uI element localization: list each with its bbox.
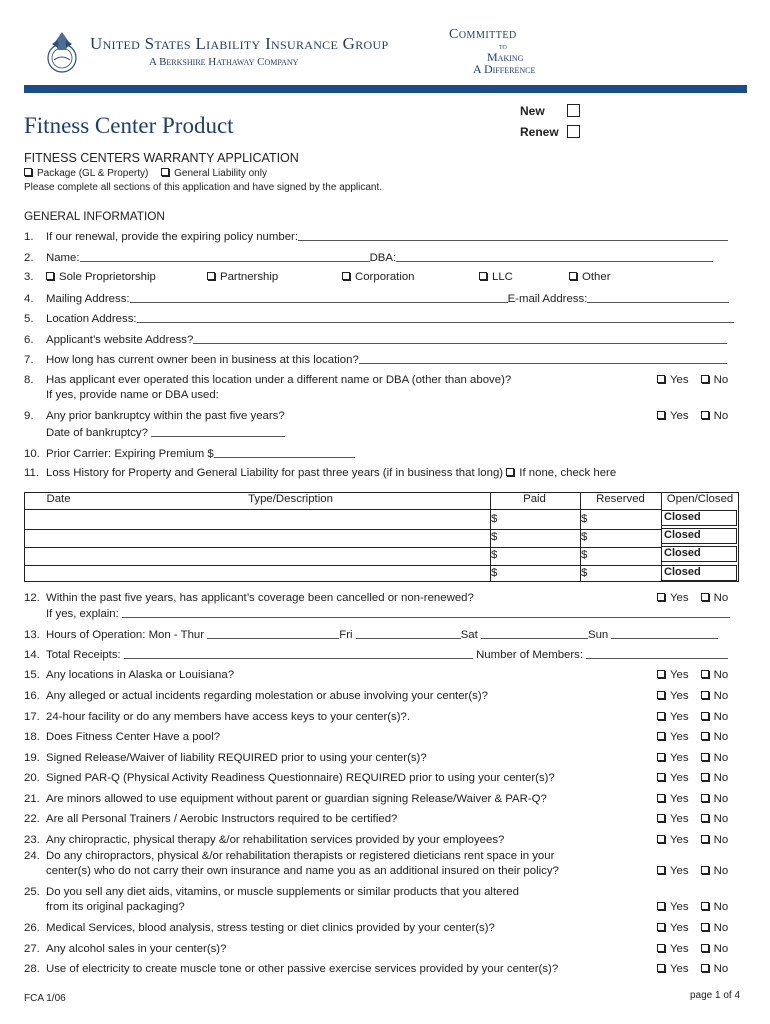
- no-label: No: [713, 752, 729, 764]
- yes-checkbox[interactable]: [657, 902, 665, 910]
- question-9: [24, 410, 285, 422]
- question-number: 18.: [24, 731, 40, 743]
- entity-label: Corporation: [355, 271, 415, 283]
- explain-label: If yes, explain:: [46, 608, 119, 620]
- yes-checkbox[interactable]: [657, 835, 665, 843]
- yes-label: Yes: [670, 793, 689, 805]
- new-label: New: [520, 104, 545, 118]
- row-divider: [25, 547, 661, 548]
- email-label: E-mail Address:: [507, 293, 588, 305]
- question-3: [24, 271, 724, 283]
- no-checkbox[interactable]: [701, 773, 709, 781]
- yes-label: Yes: [670, 752, 689, 764]
- yes-no-28: [657, 963, 728, 975]
- question-text: Any prior bankruptcy within the past five years?: [46, 410, 285, 422]
- question-number: 17.: [24, 711, 40, 723]
- no-checkbox[interactable]: [701, 964, 709, 972]
- members-label: Number of Members:: [476, 649, 584, 661]
- question-13: [24, 628, 718, 641]
- yes-checkbox[interactable]: [657, 753, 665, 761]
- reserved-dollar: $: [581, 567, 588, 579]
- no-label: No: [713, 711, 729, 723]
- question-1: [24, 230, 728, 243]
- location-address-field[interactable]: [137, 312, 734, 323]
- no-checkbox[interactable]: [701, 753, 709, 761]
- question-text: Are all Personal Trainers / Aerobic Instructors required to be certified?: [46, 813, 398, 825]
- application-title: FITNESS CENTERS WARRANTY APPLICATION: [24, 151, 299, 165]
- policy-number-field[interactable]: [298, 230, 728, 241]
- question-text: Any alleged or actual incidents regarding molestation or abuse involving your center(s)?: [46, 690, 488, 702]
- yes-checkbox[interactable]: [657, 691, 665, 699]
- entity-label: Partnership: [220, 271, 279, 283]
- question-text: Any locations in Alaska or Louisiana?: [46, 669, 235, 681]
- question-number: 9.: [24, 410, 34, 422]
- yes-checkbox[interactable]: [657, 375, 665, 383]
- question-number: 23.: [24, 834, 40, 846]
- question-7: [24, 353, 727, 366]
- yes-label: Yes: [670, 834, 689, 846]
- question-text: If our renewal, provide the expiring policy number:: [46, 231, 298, 243]
- question-number: 19.: [24, 752, 40, 764]
- col-header-date: Date: [25, 493, 92, 510]
- question-20: [24, 772, 555, 784]
- header-divider-bar: [24, 85, 747, 93]
- reserved-dollar: $: [581, 531, 588, 543]
- no-label: No: [713, 793, 729, 805]
- no-label: No: [713, 943, 729, 955]
- sole-proprietorship-checkbox[interactable]: [46, 272, 54, 280]
- question-number: 28.: [24, 963, 40, 975]
- yes-no-20: [657, 772, 728, 784]
- yes-label: Yes: [670, 410, 689, 422]
- question-5: [24, 312, 734, 325]
- yes-label: Yes: [670, 731, 689, 743]
- question-2: [24, 251, 713, 264]
- yes-checkbox[interactable]: [657, 814, 665, 822]
- bankruptcy-date-label: Date of bankruptcy?: [46, 427, 148, 439]
- yes-checkbox[interactable]: [657, 923, 665, 931]
- fri-label: Fri: [339, 629, 353, 641]
- yes-no-21: [657, 793, 728, 805]
- question-number: 14.: [24, 649, 40, 661]
- explain-field[interactable]: [122, 607, 730, 618]
- yes-label: Yes: [670, 711, 689, 723]
- name-field[interactable]: [80, 251, 370, 262]
- question-21: [24, 793, 547, 805]
- corporation-checkbox[interactable]: [342, 272, 350, 280]
- question-8-followup: If yes, provide name or DBA used:: [46, 389, 219, 401]
- website-field[interactable]: [193, 333, 727, 344]
- partnership-checkbox[interactable]: [207, 272, 215, 280]
- section-heading: GENERAL INFORMATION: [24, 209, 165, 223]
- yes-label: Yes: [670, 901, 689, 913]
- none-label: If none, check here: [519, 467, 617, 479]
- yes-checkbox[interactable]: [657, 712, 665, 720]
- premium-field[interactable]: [214, 447, 355, 458]
- no-checkbox[interactable]: [701, 814, 709, 822]
- yes-no-9: [657, 410, 728, 422]
- tagline-line-2: to: [499, 41, 507, 51]
- question-text: How long has current owner been in business at this location?: [46, 354, 359, 366]
- yes-label: Yes: [670, 922, 689, 934]
- yes-checkbox[interactable]: [657, 732, 665, 740]
- question-26: [24, 922, 495, 934]
- yes-label: Yes: [670, 669, 689, 681]
- question-4: [24, 292, 729, 305]
- question-number: 25.: [24, 886, 40, 898]
- question-number: 5.: [24, 313, 34, 325]
- sat-label: Sat: [460, 629, 478, 641]
- yes-no-26: [657, 922, 728, 934]
- yes-label: Yes: [670, 374, 689, 386]
- yes-label: Yes: [670, 772, 689, 784]
- question-number: 16.: [24, 690, 40, 702]
- yes-label: Yes: [670, 943, 689, 955]
- no-checkbox[interactable]: [701, 944, 709, 952]
- question-text: Loss History for Property and General Liability for past three years (if in business that long): [46, 467, 504, 479]
- no-checkbox[interactable]: [701, 670, 709, 678]
- mon-thur-field[interactable]: [207, 628, 339, 639]
- gl-only-label: General Liability only: [174, 168, 267, 179]
- yes-no-25: [657, 901, 728, 913]
- question-9-followup: [46, 426, 285, 439]
- no-label: No: [713, 592, 729, 604]
- no-checkbox[interactable]: [701, 691, 709, 699]
- members-field[interactable]: [586, 648, 728, 659]
- question-17: [24, 711, 410, 723]
- question-number: 3.: [24, 271, 34, 283]
- tagline-line-1: Committed: [449, 27, 517, 42]
- question-text: Has applicant ever operated this location under a different name or DBA (other than above)?: [46, 374, 512, 386]
- question-24: [24, 850, 554, 862]
- question-12-followup: [46, 607, 730, 620]
- question-number: 27.: [24, 943, 40, 955]
- question-text: 24-hour facility or do any members have access keys to your center(s)?.: [46, 711, 411, 723]
- col-header-paid: Paid: [489, 493, 580, 510]
- entity-label: Other: [582, 271, 611, 283]
- entity-label: Sole Proprietorship: [59, 271, 156, 283]
- no-checkbox[interactable]: [701, 866, 709, 874]
- no-checkbox[interactable]: [701, 411, 709, 419]
- yes-checkbox[interactable]: [657, 964, 665, 972]
- question-number: 21.: [24, 793, 40, 805]
- receipts-field[interactable]: [124, 648, 473, 659]
- package-label: Package (GL & Property): [37, 168, 149, 179]
- yes-no-27: [657, 943, 728, 955]
- reserved-dollar: $: [581, 549, 588, 561]
- yes-label: Yes: [670, 592, 689, 604]
- entity-label: LLC: [492, 271, 513, 283]
- receipts-label: Total Receipts:: [46, 649, 121, 661]
- question-10: [24, 447, 355, 460]
- no-checkbox[interactable]: [701, 712, 709, 720]
- question-19: [24, 752, 427, 764]
- no-label: No: [713, 669, 729, 681]
- question-23: [24, 834, 504, 846]
- no-label: No: [713, 834, 729, 846]
- question-25-continued: from its original packaging?: [46, 901, 185, 913]
- paid-dollar: $: [491, 567, 498, 579]
- yes-no-19: [657, 752, 728, 764]
- paid-dollar: $: [491, 549, 498, 561]
- yes-checkbox[interactable]: [657, 593, 665, 601]
- question-24-continued: center(s) who do not carry their own insurance and name you as an additional insured on their policy?: [46, 865, 559, 877]
- question-number: 4.: [24, 293, 34, 305]
- no-label: No: [713, 690, 729, 702]
- hours-label: Hours of Operation: Mon - Thur: [46, 629, 205, 641]
- email-field[interactable]: [587, 292, 729, 303]
- status-select[interactable]: Closed: [661, 510, 737, 526]
- question-25: [24, 886, 519, 898]
- yes-checkbox[interactable]: [657, 794, 665, 802]
- yes-label: Yes: [670, 690, 689, 702]
- page-title: Fitness Center Product: [24, 113, 234, 138]
- question-number: 2.: [24, 252, 34, 264]
- yes-no-22: [657, 813, 728, 825]
- no-checkbox[interactable]: [701, 593, 709, 601]
- sat-field[interactable]: [481, 628, 588, 639]
- yes-checkbox[interactable]: [657, 944, 665, 952]
- yes-no-15: [657, 669, 728, 681]
- other-checkbox[interactable]: [569, 272, 577, 280]
- question-text: Are minors allowed to use equipment without parent or guardian signing Release/Waiver & PAR-Q?: [46, 793, 547, 805]
- question-22: [24, 813, 397, 825]
- row-divider: [25, 565, 661, 566]
- question-18: [24, 731, 220, 743]
- question-text: Medical Services, blood analysis, stress testing or diet clinics provided by your center(s)?: [46, 922, 495, 934]
- question-number: 26.: [24, 922, 40, 934]
- yes-checkbox[interactable]: [657, 670, 665, 678]
- no-label: No: [713, 374, 729, 386]
- tagline-line-4: A Difference: [473, 62, 536, 76]
- no-label: No: [713, 901, 729, 913]
- renew-checkbox[interactable]: [567, 125, 580, 138]
- yes-label: Yes: [670, 963, 689, 975]
- question-number: 22.: [24, 813, 40, 825]
- yes-no-18: [657, 731, 728, 743]
- question-14: [24, 648, 728, 661]
- new-checkbox[interactable]: [567, 104, 580, 117]
- question-number: 6.: [24, 334, 34, 346]
- no-label: No: [713, 922, 729, 934]
- yes-checkbox[interactable]: [657, 773, 665, 781]
- no-label: No: [713, 410, 729, 422]
- no-checkbox[interactable]: [701, 923, 709, 931]
- dba-field[interactable]: [396, 251, 713, 262]
- question-number: 10.: [24, 448, 40, 460]
- question-text: Location Address:: [46, 313, 137, 325]
- yes-no-24: [657, 865, 728, 877]
- coverage-options: [24, 168, 267, 179]
- question-text: Any alcohol sales in your center(s)?: [46, 943, 227, 955]
- no-checkbox[interactable]: [701, 732, 709, 740]
- question-16: [24, 690, 488, 702]
- yes-checkbox[interactable]: [657, 866, 665, 874]
- mailing-address-field[interactable]: [130, 292, 508, 303]
- no-checkbox[interactable]: [701, 835, 709, 843]
- fri-field[interactable]: [356, 628, 461, 639]
- status-select[interactable]: Closed: [661, 528, 737, 544]
- tagline-logo: [449, 28, 535, 75]
- instructions-text: Please complete all sections of this application and have signed by the applicant.: [24, 182, 383, 193]
- question-8: [24, 374, 511, 386]
- none-checkbox[interactable]: [506, 468, 514, 476]
- question-number: 13.: [24, 629, 40, 641]
- no-checkbox[interactable]: [701, 902, 709, 910]
- question-text: Prior Carrier: Expiring Premium $: [46, 448, 214, 460]
- col-header-status: Open/Closed: [666, 493, 734, 505]
- question-number: 8.: [24, 374, 34, 386]
- yes-label: Yes: [670, 813, 689, 825]
- page-number: page 1 of 4: [690, 990, 741, 1001]
- status-select[interactable]: Closed: [661, 565, 737, 581]
- question-27: [24, 943, 226, 955]
- question-28: [24, 963, 558, 975]
- company-name: [90, 34, 388, 54]
- paid-dollar: $: [491, 513, 498, 525]
- tagline-line-3: Making: [487, 50, 524, 64]
- question-text: Use of electricity to create muscle tone or other passive exercise services provided by your center(s)?: [46, 963, 559, 975]
- renew-label: Renew: [520, 125, 559, 139]
- question-6: [24, 333, 727, 346]
- col-header-type: Type/Description: [92, 493, 489, 510]
- question-number: 1.: [24, 231, 34, 243]
- question-15: [24, 669, 234, 681]
- yes-no-17: [657, 711, 728, 723]
- years-in-business-field[interactable]: [359, 353, 727, 364]
- company-seal-logo: [46, 28, 78, 74]
- company-name-text: United States Liability Insurance Group: [90, 34, 389, 53]
- no-label: No: [713, 963, 729, 975]
- yes-no-16: [657, 690, 728, 702]
- no-label: No: [713, 772, 729, 784]
- question-text: Signed PAR-Q (Physical Activity Readiness Questionnaire) REQUIRED prior to using your center(s)?: [46, 772, 555, 784]
- loss-history-table: [24, 492, 739, 582]
- name-label: Name:: [46, 252, 80, 264]
- row-divider: [25, 529, 661, 530]
- no-checkbox[interactable]: [701, 794, 709, 802]
- paid-dollar: $: [491, 531, 498, 543]
- question-number: 12.: [24, 592, 40, 604]
- question-text: Applicant’s website Address?: [46, 334, 194, 346]
- question-text: Signed Release/Waiver of liability REQUIRED prior to using your center(s)?: [46, 752, 427, 764]
- yes-no-8: [657, 374, 728, 386]
- question-number: 15.: [24, 669, 40, 681]
- reserved-dollar: $: [581, 513, 588, 525]
- dba-label: DBA:: [369, 252, 397, 264]
- yes-no-23: [657, 834, 728, 846]
- yes-no-12: [657, 592, 728, 604]
- no-label: No: [713, 865, 729, 877]
- question-text: Do you sell any diet aids, vitamins, or muscle supplements or similar products that you altered: [46, 886, 519, 898]
- gl-only-checkbox[interactable]: [161, 168, 169, 176]
- question-text: Do any chiropractors, physical &/or rehabilitation therapists or registered dieticians rent space in your: [46, 850, 555, 862]
- status-select[interactable]: Closed: [661, 546, 737, 562]
- question-number: 11.: [24, 467, 39, 479]
- question-11: [24, 467, 616, 479]
- sun-field[interactable]: [611, 628, 718, 639]
- question-number: 20.: [24, 772, 40, 784]
- llc-checkbox[interactable]: [479, 272, 487, 280]
- sun-label: Sun: [587, 629, 609, 641]
- yes-label: Yes: [670, 865, 689, 877]
- form-id: FCA 1/06: [24, 993, 66, 1004]
- question-number: 7.: [24, 354, 34, 366]
- no-checkbox[interactable]: [701, 375, 709, 383]
- company-subtitle: A Berkshire Hathaway Company: [149, 56, 299, 68]
- yes-checkbox[interactable]: [657, 411, 665, 419]
- bankruptcy-date-field[interactable]: [151, 426, 285, 437]
- no-label: No: [713, 731, 729, 743]
- mailing-address-label: Mailing Address:: [46, 293, 130, 305]
- question-text: Within the past five years, has applicant’s coverage been cancelled or non-renewed?: [46, 592, 474, 604]
- question-12: [24, 592, 474, 604]
- question-number: 24.: [24, 850, 40, 862]
- no-label: No: [713, 813, 729, 825]
- package-checkbox[interactable]: [24, 168, 32, 176]
- col-header-reserved: Reserved: [580, 493, 661, 510]
- question-text: Does Fitness Center Have a pool?: [46, 731, 221, 743]
- question-text: Any chiropractic, physical therapy &/or rehabilitation services provided by your employees?: [46, 834, 505, 846]
